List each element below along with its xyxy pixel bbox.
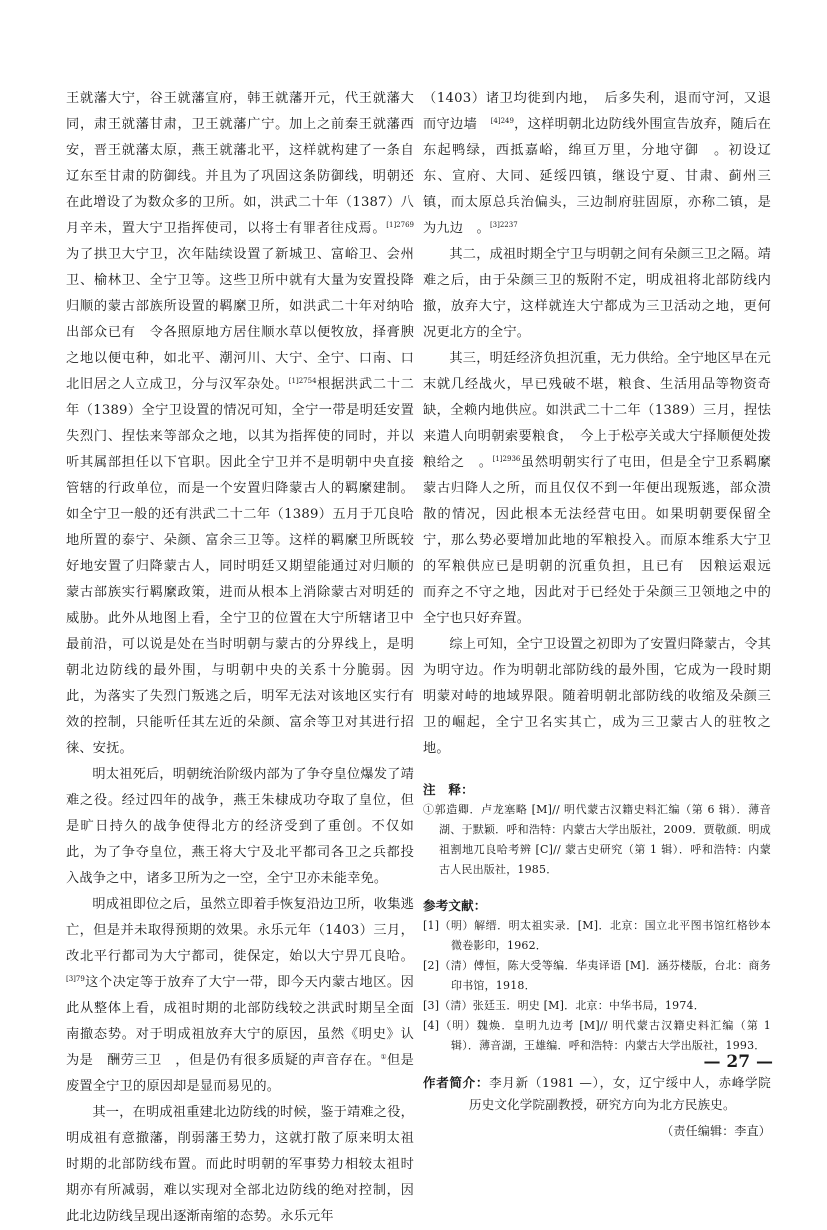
paragraph-text: 虽然明朝实行了屯田，但是全宁卫系羁縻蒙古归降人之所，而且仅仅不到一年便出现叛逃，部众溃散的情况，因此根本无法经营屯田。如果明朝要保留全宁，那么势必要增加此地的军粮投入。而原本维系大宁卫的军粮供应已是明朝的沉重负担，且已有 因粮运艰远 而弃之不守之地，因此对于已经处于朵颜三卫领地之中的全宁也只好弃置。 [423, 455, 785, 626]
notes-heading: 注 释： [423, 782, 474, 797]
paragraph-text: 根据洪武二十二年（1389）全宁卫设置的情况可知，全宁一带是明廷安置失烈门、捏怯来等部众之地，以其为指挥使的同时，并以听其属部担任以下官职。因此全宁卫并不是明朝中央直接管辖的行政单位，而是一个安置归降蒙古人的羁縻建制。如全宁卫一般的还有洪武二十二年（1389）五月于兀良哈地所置的泰宁、朵颜、富余三卫等。这样的羁縻卫所既较好地安置了归降蒙古人，同时明廷又期望能通过对归顺的蒙古部族实行羁縻政策，进而从根本上消除蒙古对明廷的威胁。此外从地图上看，全宁卫的位置在大宁所辖诸卫中最前沿，可以说是处在当时明朝与蒙古的分界线上，是明朝北边防线的最外围，与明朝中央的关系十分脆弱。因此，为落实了失烈门叛逃之后，明军无法对该地区实行有效的控制，只能听任其左近的朵颜、富余等卫对其进行招徕、安抚。 [66, 377, 414, 756]
body-paragraph [66, 86, 414, 762]
citation-mark: [1]2754 [288, 377, 317, 385]
citation-mark: [1]2936 [492, 455, 521, 463]
paragraph-text: 其三，明廷经济负担沉重，无力供给。全宁地区早在元末就几经战火，早已残破不堪，粮食、生活用品等物资奇缺，全赖内地供应。如洪武二十二年（1389）三月，捏怯来遣人向明朝索要粮食， 今上于松亭关或大宁择顺便处拨粮给之 。 [423, 351, 771, 470]
paragraph-text: 为了拱卫大宁卫，次年陆续设置了新城卫、富峪卫、会州卫、榆林卫、全宁卫等。这些卫所中就有大量为安置投降归顺的蒙古部族所设置的羁縻卫所，如洪武二十年对纳哈出部众已有 令各照原地方居住顺水草以便牧放，择膏腴之地以便屯种，如北平、潮河川、大宁、全宁、口南、口北旧居之人立成卫，分与汉军杂处。 [66, 247, 414, 392]
reference-item: [3]（清）张廷玉．明史 [M]．北京：中华书局，1974． [423, 999, 705, 1012]
paragraph-text: 其二，成祖时期全宁卫与明朝之间有朵颜三卫之隔。靖难之后，由于朵颜三卫的叛附不定，明成祖将北部防线内撤，放弃大宁，这样就连大宁都成为三卫活动之地，更何况更北方的全宁。 [423, 247, 771, 340]
body-paragraph [66, 762, 414, 892]
editor-credit: （责任编辑：李直） [661, 1124, 771, 1138]
citation-mark: [1]2769 [386, 221, 414, 229]
references-heading: 参考文献： [423, 898, 487, 913]
paragraph-text: 其一，在明成祖重建北边防线的时候，鉴于靖难之役，明成祖有意撤藩，削弱藩王势力，这就打散了原来明太祖时期的北部防线布置。而此时明朝的军事势力相较太祖时期亦有所减弱，难以实现对全部北边防线的绝对控制，因此北边防线呈现出逐渐南缩的态势。永乐元年 [66, 1105, 414, 1224]
paragraph-text: （1403）诸卫均徙到内地， 后多失利，退而守河，又退而守边墙 [423, 91, 771, 132]
page-number: — 27 — [703, 1052, 773, 1072]
citation-mark: [3]2237 [489, 221, 518, 229]
body-paragraph [66, 892, 414, 1100]
paragraph-text: 明成祖即位之后，虽然立即着手恢复沿边卫所，收集逃亡，但是并未取得预期的效果。永乐元年（1403）三月，改北平行都司为大宁都司，徙保定，始以大宁畀兀良哈。 [66, 897, 414, 964]
paragraph-text: 综上可知，全宁卫设置之初即为了安置归降蒙古，令其为明守边。作为明朝北部防线的最外围，它成为一段时期明蒙对峙的地域界限。随着明朝北部防线的收缩及朵颜三卫的崛起，全宁卫名实其亡，成为三卫蒙古人的驻牧之地。 [423, 637, 771, 756]
paragraph-text: 这个决定等于放弃了大宁一带，即今天内蒙古地区。因此从整体上看，成祖时期的北部防线较之洪武时期呈全面南撤态势。对于明成祖放弃大宁的原因，虽然《明史》认为是 酬劳三卫 ，但是仍有很多质疑的声音存在。 [66, 975, 414, 1068]
reference-item: [4]（明）魏焕．皇明九边考 [M]// 明代蒙古汉籍史料汇编（第 1 辑）．薄音湖，王雄编．呼和浩特：内蒙古大学出版社，1993． [423, 1019, 771, 1052]
paragraph-text: 王就藩大宁，谷王就藩宣府，韩王就藩开元，代王就藩大同，肃王就藩甘肃，卫王就藩广宁。加上之前秦王就藩西安，晋王就藩太原，燕王就藩北平，这样就构建了一条自辽东至甘肃的防御线。并且为了巩固这条防御线，明朝还在此增设了为数众多的卫所。如，洪武二十年（1387）八月辛未，置大宁卫指挥使司，以将士有罪者往戍焉。 [66, 91, 414, 236]
paragraph-text: ，这样明朝北边防线外围宣告放弃，随后在东起鸭绿，西抵嘉峪，绵亘万里，分地守御 。初设辽东、宣府、大同、延绥四镇，继设宁夏、甘肃、蓟州三镇，而太原总兵治偏头，三边制府驻固原，亦称二镇，是为九边 。 [423, 117, 771, 236]
body-paragraph [423, 242, 771, 346]
paragraph-text: 但是废置全宁卫的原因却是显而易见的。 [66, 1053, 414, 1094]
author-bio-label: 作者简介： [423, 1075, 490, 1090]
left-column [66, 86, 414, 1230]
body-paragraph [66, 1100, 414, 1230]
body-paragraph [423, 346, 785, 632]
reference-list [423, 916, 771, 1056]
author-bio [423, 1072, 771, 1116]
footnote-mark: ① [380, 1053, 387, 1061]
reference-item: [1]（明）解缙．明太祖实录．[M]．北京：国立北平图书馆红格钞本微卷影印，1962． [423, 919, 771, 952]
footnote: ①郭造卿．卢龙塞略 [M]// 明代蒙古汉籍史料汇编（第 6 辑）．薄音湖、于默颖．呼和浩特：内蒙古大学出版社，2009．贾敬颜．明成祖割地兀良哈考辨 [C]// 蒙古史研究（第 1 辑）．呼和浩特：内蒙古人民出版社，1985． [423, 803, 771, 876]
body-paragraph [423, 632, 771, 762]
paragraph-text: 明太祖死后，明朝统治阶级内部为了争夺皇位爆发了靖难之役。经过四年的战争，燕王朱棣成功夺取了皇位，但是旷日持久的战争使得北方的经济受到了重创。不仅如此，为了争夺皇位，燕王将大宁及北平都司各卫之兵都投入战争之中，诸多卫所为之一空，全宁卫亦未能幸免。 [66, 767, 414, 886]
citation-mark: [4]249 [490, 117, 514, 125]
reference-item: [2]（清）傅恒，陈大受等编．华夷译语 [M]．涵芬楼版，台北：商务印书馆，1918． [423, 959, 771, 992]
author-bio-text: 李月新（1981 —），女，辽宁绥中人，赤峰学院历史文化学院副教授，研究方向为北方民族史。 [469, 1075, 771, 1112]
right-column [423, 86, 785, 1142]
citation-mark: [3]79 [66, 975, 85, 983]
body-paragraph [423, 86, 771, 242]
